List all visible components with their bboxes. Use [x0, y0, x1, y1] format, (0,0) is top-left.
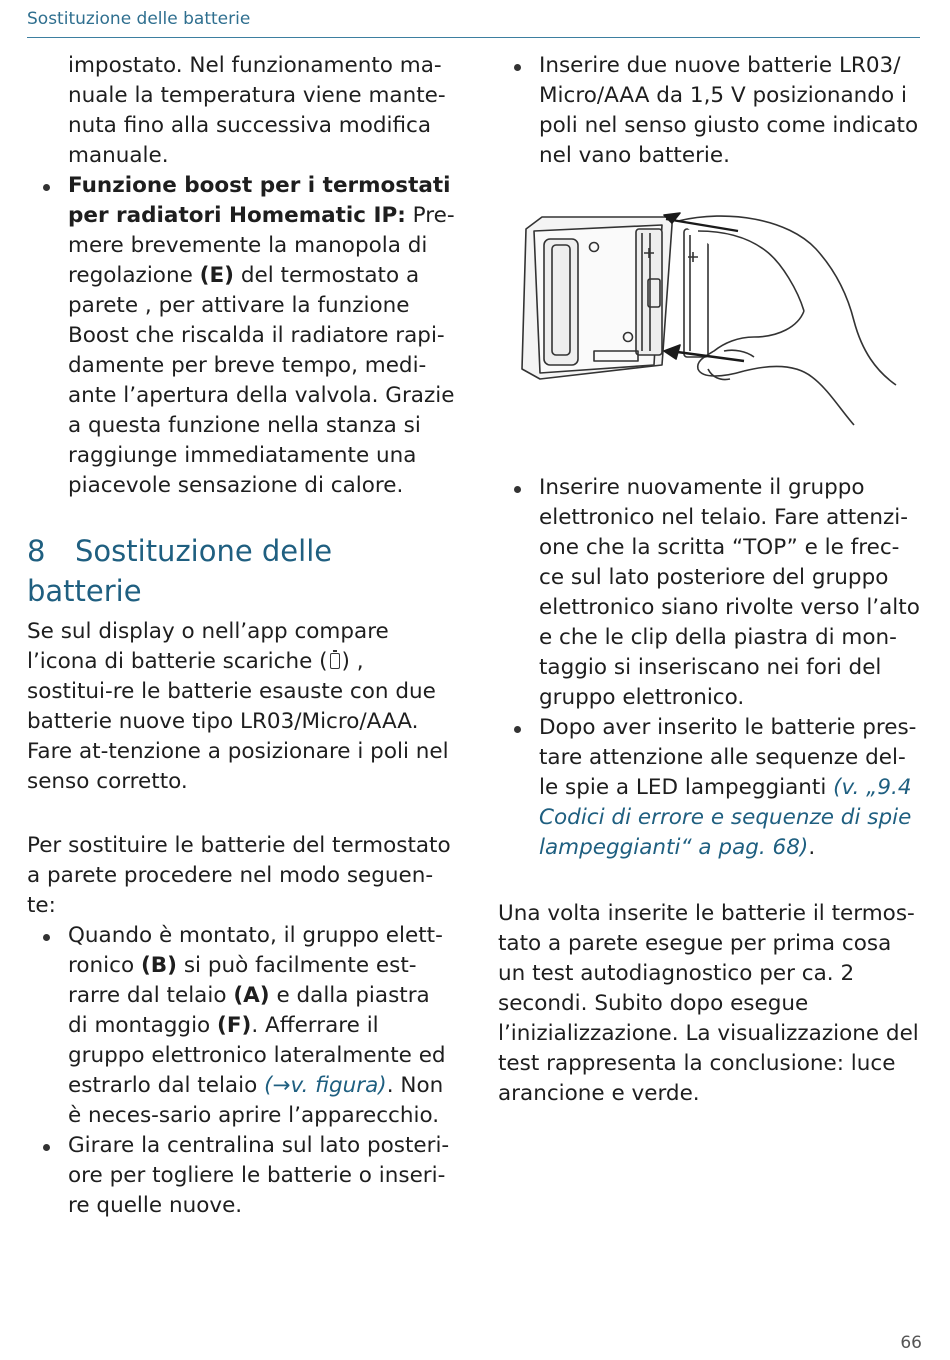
step-text: si può facilmente est-rarre dal telaio	[68, 953, 417, 1008]
closing-paragraph: Una volta inserite le batterie il termos-tato a parete esegue per prima cosa un test autodiagnostico per ca. 2 secondi. Subito dopo esegue l’inizializzazione. La visualizzazione del test rappresenta la conclusione: luce arancione e verde.	[498, 901, 919, 1106]
boost-text: del termostato a parete , per attivare la funzione Boost che riscalda il radiatore rapi-damente per breve tempo, medi-ante l’apertura della valvola. Grazie a questa funzione nella stanza si raggiunge immediatamente una piacevole sensazione di calore.	[68, 263, 455, 498]
left-column	[27, 51, 455, 1221]
header-rule	[27, 37, 920, 38]
battery-insertion-figure	[498, 201, 922, 451]
step-text: Quando è montato, il gruppo elett-ronico	[68, 923, 443, 978]
low-battery-icon	[330, 653, 340, 669]
steps-list	[27, 921, 455, 1221]
bullet-icon	[514, 486, 521, 493]
list-item	[27, 1131, 455, 1221]
section-reference[interactable]: (v. „9.4 Codici di errore e sequenze di spie lampeggianti“ a pag. 68)	[539, 775, 912, 860]
bullet-icon	[514, 726, 521, 733]
step-text: . Non è neces-sario aprire l’apparecchio.	[68, 1073, 444, 1128]
boost-heading: Funzione boost per i termostati per radiatori Homematic IP:	[68, 173, 451, 228]
section-title: Sostituzione delle batterie	[27, 534, 333, 608]
key-label: (B)	[140, 953, 177, 978]
step-text: Inserire nuovamente il gruppo elettronico nel telaio. Fare attenzi-one che la scritta “TOP” e le frec-ce sul lato posteriore del gruppo elettronico siano rivolte verso l’alto e che le clip della piastra di mon-taggio si inseriscano nei fori del gruppo elettronico.	[539, 475, 920, 710]
procedure-paragraph: Per sostituire le batterie del termostato a parete procedere nel modo seguen-te:	[27, 833, 451, 918]
steps-list	[498, 51, 922, 171]
figure-reference[interactable]: (→v. figura)	[264, 1073, 387, 1098]
boost-list	[27, 171, 455, 501]
bullet-icon	[43, 184, 50, 191]
right-column	[498, 51, 922, 1109]
steps-list	[498, 473, 922, 863]
list-item	[498, 473, 922, 713]
step-text: .	[808, 835, 816, 860]
section-number: 8	[27, 534, 46, 568]
continued-paragraph: impostato. Nel funzionamento ma-nuale la temperatura viene mante-nuta fino alla successiva modifica manuale.	[68, 53, 446, 168]
list-item	[498, 713, 922, 863]
bullet-icon	[514, 64, 521, 71]
step-text: Girare la centralina sul lato posteri-ore per togliere le batterie o inseri-re quelle nuove.	[68, 1133, 450, 1218]
running-header: Sostituzione delle batterie	[27, 9, 251, 29]
step-text: . Afferrare il gruppo elettronico lateralmente ed estrarlo dal telaio	[68, 1013, 446, 1098]
intro-text: Se sul display o nell’app compare l’icona di batterie scariche (	[27, 619, 389, 674]
key-label: (F)	[217, 1013, 252, 1038]
bullet-icon	[43, 934, 50, 941]
boost-text: Pre-mere brevemente la manopola di regolazione	[68, 203, 455, 288]
page-number: 66	[900, 1333, 922, 1353]
list-item	[27, 171, 455, 501]
key-label: (A)	[233, 983, 270, 1008]
bullet-icon	[43, 1144, 50, 1151]
step-text: Dopo aver inserito le batterie pres-tare attenzione alle sequenze del-le spie a LED lampeggianti	[539, 715, 917, 800]
step-text: Inserire due nuove batterie LR03/ Micro/AAA da 1,5 V posizionando i poli nel senso giusto come indicato nel vano batterie.	[539, 53, 919, 168]
list-item	[498, 51, 922, 171]
battery-illustration	[498, 201, 922, 451]
section-heading	[27, 531, 455, 611]
list-item	[27, 921, 455, 1131]
intro-text: ) , sostitui-re le batterie esauste con due batterie nuove tipo LR03/Micro/AAA. Fare at-tenzione a posizionare i poli nel senso corretto.	[27, 649, 449, 794]
step-text: e dalla piastra di montaggio	[68, 983, 430, 1038]
intro-paragraph	[27, 617, 455, 797]
key-label: (E)	[199, 263, 234, 288]
